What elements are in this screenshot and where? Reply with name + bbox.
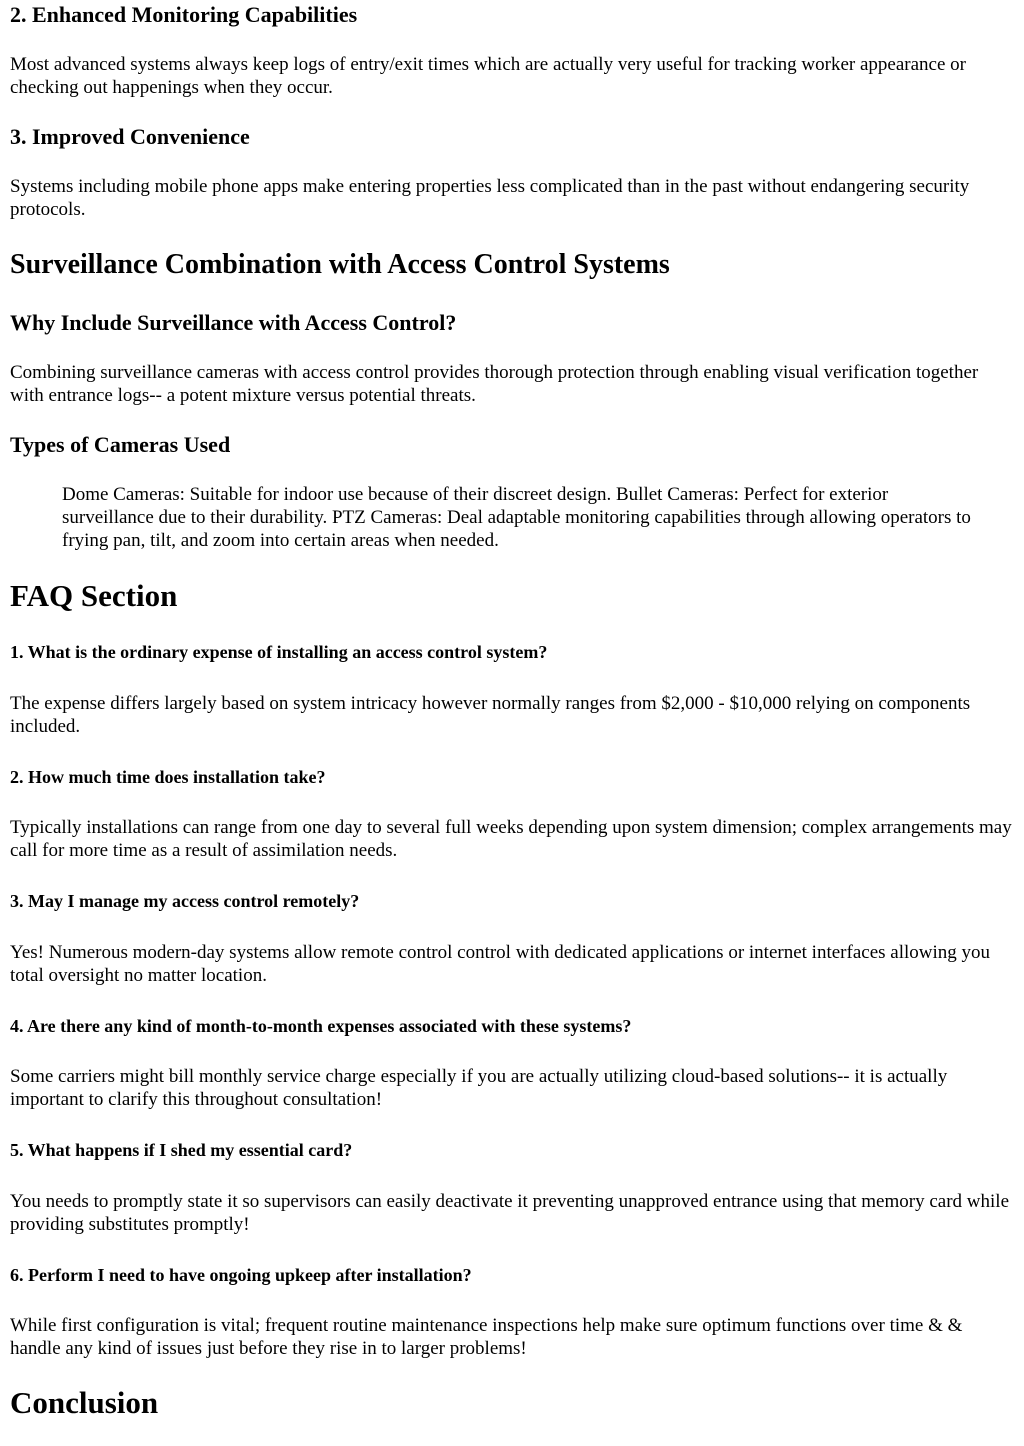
- faq-answer: While first configuration is vital; frequent routine maintenance inspections help make sure optimum functions over time & & handle any kind of issues just before they rise in to larger problems!: [10, 1315, 963, 1359]
- faq-answer: Typically installations can range from one day to several full weeks depending upon system dimension; complex arrangements may call for more time as a result of assimilation needs.: [10, 817, 1012, 861]
- faq-question: 5. What happens if I shed my essential card?: [10, 1140, 353, 1160]
- faq-answer: You needs to promptly state it so supervisors can easily deactivate it preventing unapproved entrance using that memory card while providing substitutes promptly!: [10, 1191, 1010, 1235]
- faq-question: 1. What is the ordinary expense of installing an access control system?: [10, 642, 548, 662]
- faq-question: 2. How much time does installation take?: [10, 767, 326, 787]
- camera-types-heading: Types of Cameras Used: [10, 432, 231, 457]
- convenience-heading: 3. Improved Convenience: [10, 124, 250, 149]
- faq-question: 6. Perform I need to have ongoing upkeep after installation?: [10, 1265, 472, 1285]
- faq-question: 3. May I manage my access control remotely?: [10, 891, 360, 911]
- conclusion-heading: Conclusion: [10, 1385, 159, 1420]
- faq-question: 4. Are there any kind of month-to-month expenses associated with these systems?: [10, 1016, 632, 1036]
- surveillance-heading: Surveillance Combination with Access Control Systems: [10, 249, 670, 280]
- faq-answer: Some carriers might bill monthly service charge especially if you are actually utilizing cloud-based solutions-- it is actually important to clarify this throughout consultation!: [10, 1066, 948, 1110]
- faq-answer: Yes! Numerous modern-day systems allow remote control control with dedicated applications or internet interfaces allowing you total oversight no matter location.: [10, 942, 991, 986]
- monitoring-body: Most advanced systems always keep logs of entry/exit times which are actually very useful for tracking worker appearance or checking out happenings when they occur.: [10, 54, 966, 98]
- monitoring-heading: 2. Enhanced Monitoring Capabilities: [10, 2, 358, 27]
- why-include-body: Combining surveillance cameras with access control provides thorough protection through enabling visual verification together with entrance logs-- a potent mixture versus potential threats.: [10, 362, 979, 406]
- faq-answer: The expense differs largely based on system intricacy however normally ranges from $2,000 - $10,000 relying on components included.: [10, 693, 971, 737]
- why-include-heading: Why Include Surveillance with Access Control?: [10, 310, 457, 335]
- camera-types-quote: Dome Cameras: Suitable for indoor use because of their discreet design. Bullet Cameras: Perfect for exterior surveillance due to their durability. PTZ Cameras: Deal adaptable monitoring capabilities through allowing operators to frying pan, tilt, and zoom into certain areas when needed.: [62, 484, 971, 551]
- faq-heading: FAQ Section: [10, 578, 178, 613]
- convenience-body: Systems including mobile phone apps make entering properties less complicated than in the past without endangering security protocols.: [10, 176, 970, 220]
